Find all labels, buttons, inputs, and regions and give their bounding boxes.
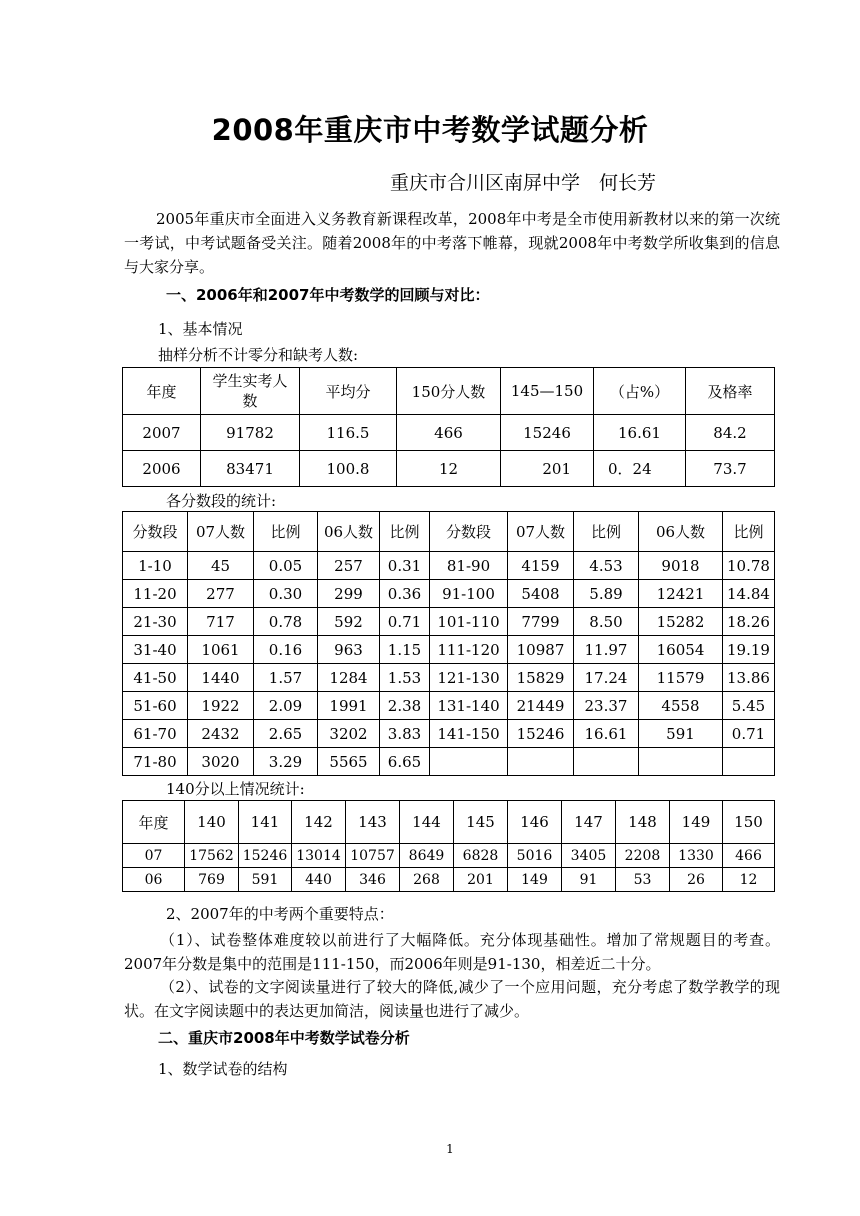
table-cell: 31-40 (123, 636, 188, 664)
section-heading-1: 一、2006年和2007年中考数学的回顾与对比： (166, 286, 490, 304)
table-cell: 591 (639, 720, 723, 748)
table-cell (723, 748, 775, 776)
table-cell: 84.2 (686, 415, 775, 451)
table-cell: 121-130 (430, 664, 508, 692)
score-range-table (122, 511, 775, 776)
header-cell: 比例 (723, 512, 775, 552)
table-cell: 592 (318, 608, 380, 636)
subheading-basic: 1、基本情况 (158, 320, 243, 338)
header-cell: 学生实考人数 (201, 368, 300, 415)
table2-caption: 各分数段的统计: (166, 492, 277, 510)
table-cell: 769 (185, 868, 239, 892)
table-cell: 12 (397, 451, 501, 487)
table-row (123, 720, 775, 748)
table-cell: 149 (508, 868, 562, 892)
table-cell: 131-140 (430, 692, 508, 720)
table-cell: 15246 (239, 844, 292, 868)
document-title: 2008年重庆市中考数学试题分析 (211, 113, 649, 147)
table-cell: 963 (318, 636, 380, 664)
table-row (123, 748, 775, 776)
table-cell: 11-20 (123, 580, 188, 608)
table-cell: 1-10 (123, 552, 188, 580)
table-cell: 17.24 (574, 664, 639, 692)
table-cell: 73.7 (686, 451, 775, 487)
table-cell: 1.53 (380, 664, 430, 692)
table-cell: 2007 (123, 415, 201, 451)
table-cell: 1.15 (380, 636, 430, 664)
table-cell: 4.53 (574, 552, 639, 580)
intro-paragraph: 2005年重庆市全面进入义务教育新课程改革，2008年中考是全市使用新教材以来的第一次统一考试，中考试题备受关注。随着2008年的中考落下帷幕，现就2008年中考数学所收集到的信息与大家分享。 (124, 210, 780, 276)
feature-point-1: （1）、试卷整体难度较以前进行了大幅降低。充分体现基础性。增加了常规题目的考查。2007年分数是集中的范围是111-150，而2006年则是91-130，相差近二十分。 (124, 931, 780, 973)
table-cell: 0.78 (254, 608, 318, 636)
header-cell: 年度 (123, 368, 201, 415)
table-cell: 19.19 (723, 636, 775, 664)
table-cell: 15246 (501, 415, 594, 451)
header-cell: 07人数 (188, 512, 254, 552)
header-cell: 149 (670, 801, 723, 844)
table-row (123, 552, 775, 580)
table-cell: 346 (346, 868, 400, 892)
table-cell: 2208 (616, 844, 670, 868)
header-cell: 及格率 (686, 368, 775, 415)
header-cell: 145—150 (501, 368, 594, 415)
table-cell: 15282 (639, 608, 723, 636)
table-cell (639, 748, 723, 776)
table-cell: 257 (318, 552, 380, 580)
header-cell: 平均分 (300, 368, 397, 415)
table-cell: 5.89 (574, 580, 639, 608)
table-cell: 53 (616, 868, 670, 892)
table-cell: 201 (501, 451, 594, 487)
table-cell: 51-60 (123, 692, 188, 720)
section-heading-2: 二、重庆市2008年中考数学试卷分析 (158, 1029, 410, 1047)
subheading-features: 2、2007年的中考两个重要特点： (166, 905, 394, 923)
table-cell: 591 (239, 868, 292, 892)
table-cell: 101-110 (430, 608, 508, 636)
table-cell: 91 (562, 868, 616, 892)
header-cell: 146 (508, 801, 562, 844)
table-cell: 6.65 (380, 748, 430, 776)
table-row (123, 415, 775, 451)
table-cell: 3.29 (254, 748, 318, 776)
table-cell: 12 (723, 868, 775, 892)
table-cell: 4159 (508, 552, 574, 580)
table-cell: 268 (400, 868, 454, 892)
page-number: 1 (446, 1142, 454, 1156)
table-cell: 1330 (670, 844, 723, 868)
table-cell: 2432 (188, 720, 254, 748)
table-cell: 0.16 (254, 636, 318, 664)
basic-stats-table (122, 367, 775, 487)
table-cell: 07 (123, 844, 185, 868)
table-cell: 3.83 (380, 720, 430, 748)
table-cell: 71-80 (123, 748, 188, 776)
table-cell: 3405 (562, 844, 616, 868)
table-cell: 45 (188, 552, 254, 580)
table-cell: 10987 (508, 636, 574, 664)
table-cell: 5016 (508, 844, 562, 868)
header-cell: 143 (346, 801, 400, 844)
table-cell: 7799 (508, 608, 574, 636)
table-cell: 11579 (639, 664, 723, 692)
feature-point-2: （2）、试卷的文字阅读量进行了较大的降低,减少了一个应用问题，充分考虑了数学教学的现状。在文字阅读题中的表达更加简洁，阅读量也进行了减少。 (124, 978, 780, 1020)
table-cell: 116.5 (300, 415, 397, 451)
table-cell: 8.50 (574, 608, 639, 636)
table-cell: 100.8 (300, 451, 397, 487)
table-row (123, 451, 775, 487)
table-row (123, 868, 775, 892)
table-cell: 21449 (508, 692, 574, 720)
table-row (123, 844, 775, 868)
table-cell (508, 748, 574, 776)
table-cell: 16.61 (574, 720, 639, 748)
table-cell: 2.65 (254, 720, 318, 748)
header-cell: 145 (454, 801, 508, 844)
table-cell: 10.78 (723, 552, 775, 580)
table-cell (574, 748, 639, 776)
table-cell: 61-70 (123, 720, 188, 748)
table-cell: 9018 (639, 552, 723, 580)
table-cell: 1440 (188, 664, 254, 692)
header-cell: 比例 (574, 512, 639, 552)
table-cell: 14.84 (723, 580, 775, 608)
header-cell: 06人数 (318, 512, 380, 552)
header-cell: 142 (292, 801, 346, 844)
table-row (123, 664, 775, 692)
table-cell: 1991 (318, 692, 380, 720)
table-header-row (123, 512, 775, 552)
table-cell: 2.09 (254, 692, 318, 720)
table-row (123, 580, 775, 608)
header-cell: 147 (562, 801, 616, 844)
table-cell (430, 748, 508, 776)
header-cell: 比例 (380, 512, 430, 552)
table-cell: 81-90 (430, 552, 508, 580)
table-cell: 41-50 (123, 664, 188, 692)
table-cell: 440 (292, 868, 346, 892)
table-cell: 111-120 (430, 636, 508, 664)
table-cell: 717 (188, 608, 254, 636)
table-row (123, 692, 775, 720)
table3-caption: 140分以上情况统计: (166, 780, 305, 798)
table-row (123, 636, 775, 664)
header-cell: 140 (185, 801, 239, 844)
header-cell: 比例 (254, 512, 318, 552)
table-cell: 201 (454, 868, 508, 892)
table-cell: 1.57 (254, 664, 318, 692)
table-cell: 466 (397, 415, 501, 451)
table-cell: 0．24 (594, 451, 686, 487)
table-cell: 06 (123, 868, 185, 892)
header-cell: 07人数 (508, 512, 574, 552)
table-cell: 1922 (188, 692, 254, 720)
table-cell: 3020 (188, 748, 254, 776)
header-cell: 150分人数 (397, 368, 501, 415)
table-cell: 0.31 (380, 552, 430, 580)
table-cell: 91782 (201, 415, 300, 451)
table-cell: 26 (670, 868, 723, 892)
table-cell: 17562 (185, 844, 239, 868)
table-cell: 8649 (400, 844, 454, 868)
table-cell: 141-150 (430, 720, 508, 748)
table-cell: 15246 (508, 720, 574, 748)
table-cell: 3202 (318, 720, 380, 748)
table-cell: 0.36 (380, 580, 430, 608)
table-cell: 2006 (123, 451, 201, 487)
table-cell: 13014 (292, 844, 346, 868)
header-cell: 分数段 (430, 512, 508, 552)
table-cell: 13.86 (723, 664, 775, 692)
author-line: 重庆市合川区南屏中学 何长芳 (390, 172, 657, 194)
table-cell: 11.97 (574, 636, 639, 664)
table-cell: 10757 (346, 844, 400, 868)
table-cell: 2.38 (380, 692, 430, 720)
table-cell: 5.45 (723, 692, 775, 720)
table-cell: 6828 (454, 844, 508, 868)
table-cell: 0.71 (380, 608, 430, 636)
table-cell: 0.71 (723, 720, 775, 748)
header-cell: 141 (239, 801, 292, 844)
header-cell: 148 (616, 801, 670, 844)
table-cell: 23.37 (574, 692, 639, 720)
table-cell: 0.30 (254, 580, 318, 608)
table-cell: 0.05 (254, 552, 318, 580)
header-cell: 144 (400, 801, 454, 844)
table-cell: 21-30 (123, 608, 188, 636)
table-row (123, 608, 775, 636)
table-cell: 16.61 (594, 415, 686, 451)
header-cell: （占%） (594, 368, 686, 415)
header-cell: 150 (723, 801, 775, 844)
header-cell: 06人数 (639, 512, 723, 552)
header-cell: 分数段 (123, 512, 188, 552)
table-cell: 466 (723, 844, 775, 868)
table-cell: 83471 (201, 451, 300, 487)
table-cell: 1061 (188, 636, 254, 664)
header-cell: 年度 (123, 801, 185, 844)
table-cell: 299 (318, 580, 380, 608)
table-cell: 1284 (318, 664, 380, 692)
table-cell: 18.26 (723, 608, 775, 636)
table-cell: 277 (188, 580, 254, 608)
table-header-row (123, 368, 775, 415)
table-cell: 12421 (639, 580, 723, 608)
subheading-structure: 1、数学试卷的结构 (158, 1060, 288, 1078)
high-score-table (122, 800, 775, 892)
table1-caption: 抽样分析不计零分和缺考人数: (158, 346, 359, 364)
table-cell: 4558 (639, 692, 723, 720)
table-cell: 5408 (508, 580, 574, 608)
table-cell: 15829 (508, 664, 574, 692)
table-cell: 5565 (318, 748, 380, 776)
table-cell: 16054 (639, 636, 723, 664)
table-header-row (123, 801, 775, 844)
table-cell: 91-100 (430, 580, 508, 608)
